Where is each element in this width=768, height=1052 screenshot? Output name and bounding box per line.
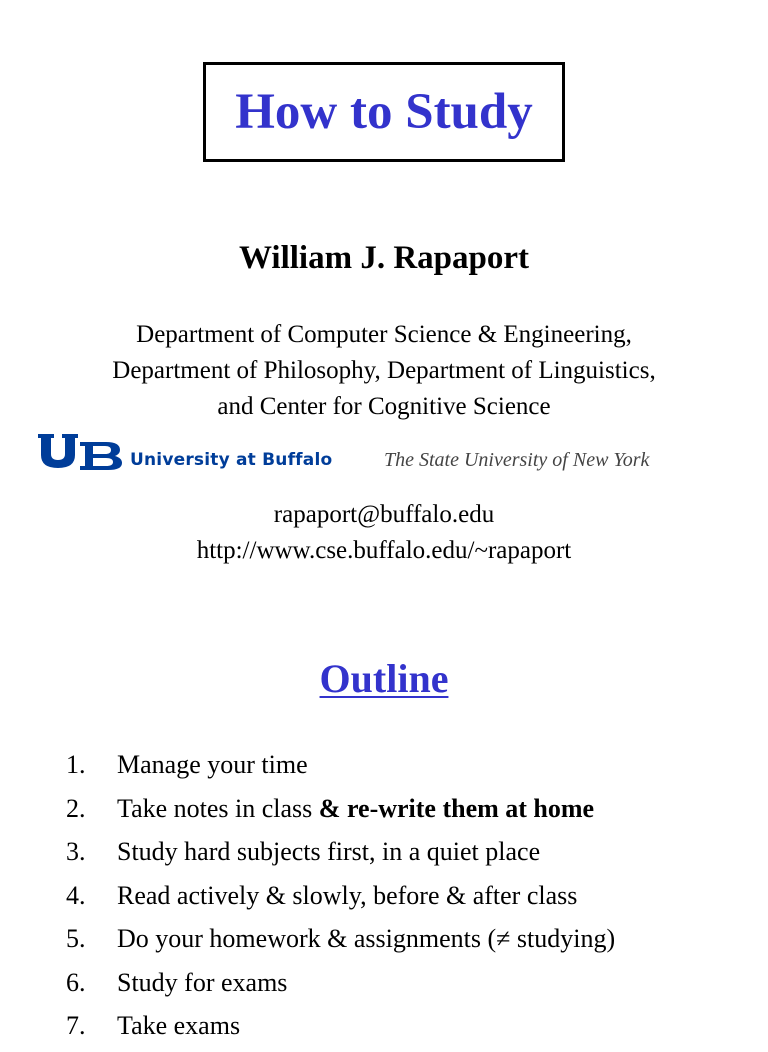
list-item-number: 6. bbox=[66, 967, 86, 997]
list-item bbox=[0, 878, 768, 922]
outline-heading-text: Outline bbox=[319, 656, 449, 701]
ub-logo-icon bbox=[38, 432, 124, 470]
outline-heading bbox=[0, 655, 768, 702]
list-item-text: Take exams bbox=[117, 1011, 241, 1040]
page-title: How to Study bbox=[235, 83, 533, 140]
department-line: and Center for Cognitive Science bbox=[217, 393, 551, 420]
list-item-number: 5. bbox=[66, 924, 86, 953]
university-name: University at Buffalo bbox=[130, 450, 333, 470]
university-logo bbox=[38, 430, 738, 474]
department-line: Department of Philosophy, Department of Linguistics, bbox=[112, 357, 656, 384]
list-item bbox=[0, 921, 768, 965]
list-item-number: 2. bbox=[66, 793, 86, 823]
contact-info bbox=[0, 497, 768, 569]
outline-list bbox=[0, 747, 768, 1052]
list-item-number: 7. bbox=[66, 1011, 86, 1040]
list-item-text: Study hard subjects first, in a quiet place bbox=[117, 837, 541, 866]
departments bbox=[0, 317, 768, 425]
list-item-text: Take notes in class & re-write them at home bbox=[117, 793, 595, 823]
list-item bbox=[0, 791, 768, 835]
title-box bbox=[203, 62, 565, 162]
list-item bbox=[0, 965, 768, 1009]
list-item-number: 4. bbox=[66, 880, 86, 910]
contact-url[interactable]: http://www.cse.buffalo.edu/~rapaport bbox=[196, 537, 572, 564]
list-item-text: Read actively & slowly, before & after class bbox=[117, 880, 578, 910]
list-item-number: 3. bbox=[66, 837, 86, 866]
list-item-text: Study for exams bbox=[117, 967, 288, 997]
list-item-text: Do your homework & assignments (≠ studying) bbox=[117, 924, 616, 953]
author-name: William J. Rapaport bbox=[239, 240, 529, 276]
list-item-text: Manage your time bbox=[117, 750, 308, 779]
list-item-emphasis: & re-write them at home bbox=[318, 793, 595, 823]
list-item bbox=[0, 1008, 768, 1052]
university-subtitle: The State University of New York bbox=[384, 449, 650, 471]
contact-email[interactable]: rapaport@buffalo.edu bbox=[273, 501, 495, 528]
list-item bbox=[0, 747, 768, 791]
list-item-number: 1. bbox=[66, 750, 86, 779]
list-item bbox=[0, 834, 768, 878]
department-line: Department of Computer Science & Engineering, bbox=[136, 321, 632, 348]
